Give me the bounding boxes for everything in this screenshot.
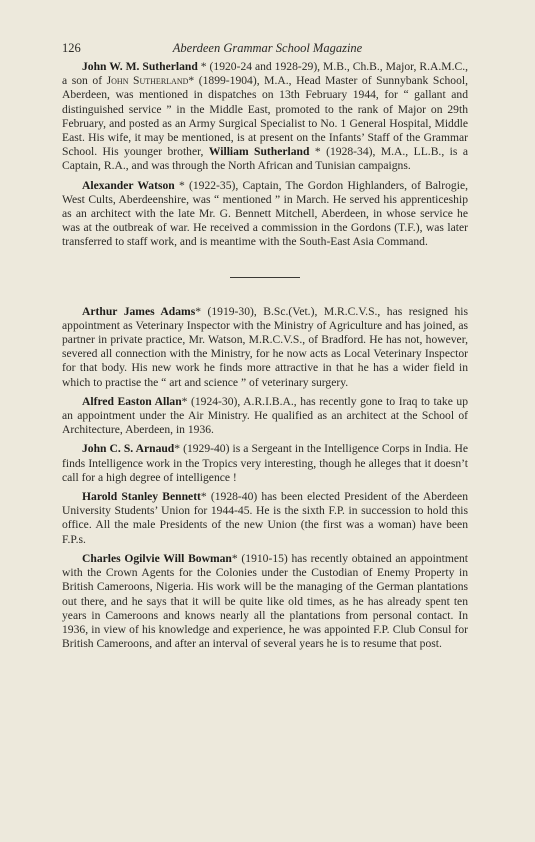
entry-text: * (1924-30), A.R.I.B.A., has recently gone to Iraq to take up an appointment under the Air Ministry. He qualified as an architect at the School of Architecture, Aberdeen, in 1936. — [62, 394, 468, 437]
entry-name: Arthur James Adams — [82, 304, 196, 318]
entry-name: Alexander Watson — [82, 178, 175, 192]
page-number: 126 — [62, 41, 81, 55]
entry-watson — [62, 179, 468, 250]
entry-text: * (1928-34), M.A., LL.B., is a Captain, R.A., and was through the North African and Tunisian campaigns. — [62, 145, 468, 173]
page-header — [62, 41, 473, 57]
entry-arnaud — [62, 442, 468, 485]
entry-bowman — [62, 552, 468, 651]
entry-adams — [62, 305, 468, 390]
entry-text: * (1928-40) has been elected President of the Aberdeen University Students’ Union for 1944-45. He is the sixth F.P. in succession to hold this office. All the male Presidents of the new Union (the first was a woman) have been F.P.s. — [62, 490, 468, 546]
section-divider — [230, 277, 300, 278]
entry-sutherland — [62, 60, 468, 174]
running-title: Aberdeen Grammar School Magazine — [172, 41, 363, 55]
entry-text: * (1920-24 and 1928-29), M.B., Ch.B., Major, R.A.M.C., a son of — [62, 60, 469, 88]
entry-bennett — [62, 490, 468, 547]
entry-text: * (1929-40) is a Sergeant in the Intelligence Corps in India. He finds Intelligence work in the Tropics very interesting, though he alleges that it doesn’t call for a high degree of intelligence ! — [62, 442, 468, 484]
entry-text: * (1919-30), B.Sc.(Vet.), M.R.C.V.S., has resigned his appointment as Veterinary Inspector with the Ministry of Agriculture and has joined, as partner in private practice, Mr. Watson, M.R.C.V.S., of Bradford. He has not, however, severed all connection with the Ministry, for he now acts as Local Veterinary Inspector for that body. His new work he finds more attractive in that he has a wider field in which to practise the “ art and science ” of veterinary surgery. — [62, 304, 468, 389]
entry-text: * (1910-15) has recently obtained an appointment with the Crown Agents for the Colonies under the Custodian of Enemy Property in British Cameroons, Nigeria. His work will be the managing of the German plantations out there, and he says that it will be quite like old times, as he has already spent ten years in Cameroons and knows nearly all the plantations from personal contact. In 1936, in view of his knowledge and experience, he was appointed F.P. Club Consul for British Cameroons, and after an interval of several years he is to resume that post. — [62, 551, 469, 651]
entry-name: Alfred Easton Allan — [82, 394, 182, 408]
article-body — [62, 60, 468, 651]
entry-name: Charles Ogilvie Will Bowman — [82, 551, 232, 565]
entry-allan — [62, 395, 468, 438]
entry-father-name: John Sutherland — [106, 74, 189, 88]
entry-name: John C. S. Arnaud — [82, 442, 175, 456]
entry-brother-name: William Sutherland — [208, 145, 310, 159]
entry-text: * (1922-35), Captain, The Gordon Highlanders, of Balrogie, West Cults, Aberdeenshire, was “ mentioned ” in March. He served his apprenticeship as an architect with the late Mr. G. Bennett Mitchell, Aberdeen, in whose service he was at the outbreak of war. He received a commission in the Gordons (T.F.), was later transferred to staff work, and is meantime with the South-East Asia Command. — [62, 178, 468, 249]
entry-name: John W. M. Sutherland — [82, 60, 198, 73]
entry-text: * (1899-1904), M.A., Head Master of Sunnybank School, Aberdeen, was mentioned in dispatches on 13th February 1944, for “ gallant and distinguished service ” in the Middle East, promoted to the rank of Major on 29th February, and posted as an Army Surgical Specialist to No. 1 General Hospital, Middle East. His wife, it may be mentioned, is at present on the Infants’ Staff of the Grammar School. His younger brother, — [62, 74, 468, 159]
entry-name: Harold Stanley Bennett — [82, 490, 201, 504]
